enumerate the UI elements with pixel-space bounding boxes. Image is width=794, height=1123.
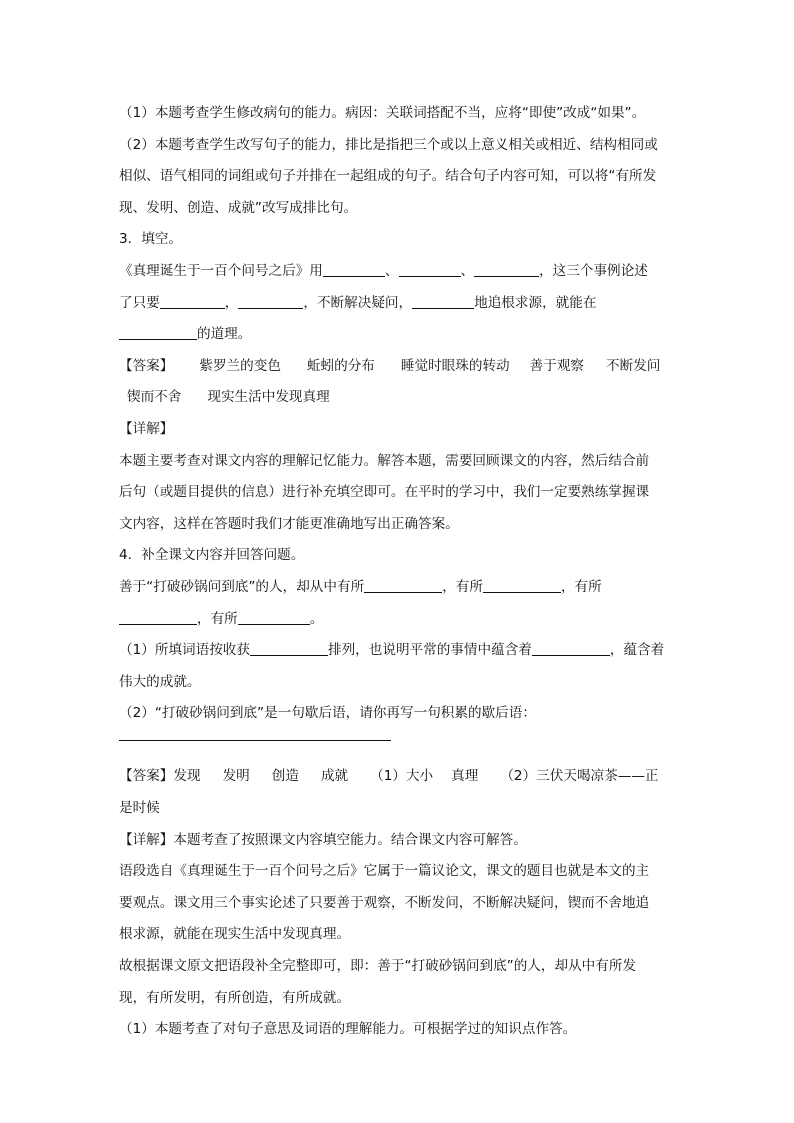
text: 本题主要考查对课文内容的理解记忆能力。解答本题，需要回顾课文的内容，然后结合前 [119,452,650,469]
text: 伟大的成就。 [119,673,201,690]
paragraph-line [119,667,679,699]
fill-blank-line [119,572,679,604]
text: 故根据课文原文把语段补全完整即可，即：善于“打破砂锅问到底”的人，却从中有所发 [119,958,637,975]
paragraph-line [119,1014,679,1046]
answer-blank[interactable] [323,262,385,277]
text: （1）本题考查学生修改病句的能力。病因：关联词搭配不当，应将“即使”改成“如果”。 [119,105,646,121]
answer-item: 发明 [222,768,250,785]
paragraph-line [119,477,679,509]
answer-item: 是时候 [119,800,160,817]
detail-label [119,414,679,446]
answer-blank[interactable] [119,326,197,341]
text: ，有所 [442,578,483,595]
question-title [119,224,679,256]
text: 相似、语气相同的词组或句子并排在一起组成的句子。结合句子内容可知，可以将“有所发 [119,168,657,185]
text: 排列，也说明平常的事情中蕴含着 [328,642,532,659]
paragraph-line [119,983,679,1015]
text: 现，有所发明，有所创造，有所成就。 [119,989,351,1006]
text: 根求源，就能在现实生活中发现真理。 [119,926,351,943]
fill-blank-line [119,319,679,351]
answer-item: 锲而不舍 [127,389,182,406]
paragraph-line [119,130,679,162]
document-page [119,98,679,1046]
text: （1）本题考查了对句子意思及词语的理解能力。可根据学过的知识点作答。 [119,1021,577,1038]
text: 《真理诞生于一百个问号之后》用 [119,262,323,279]
answer-item: 不断发问 [606,357,661,374]
text: 【详解】 [119,420,174,437]
answer-blank[interactable] [483,578,561,593]
paragraph-line [119,856,679,888]
answer-blank[interactable] [364,578,442,593]
answer-blank[interactable] [412,294,474,309]
paragraph-line [119,509,679,541]
answer-line [119,793,679,825]
text: 要观点。课文用三个事实论述了只要善于观察，不断发问，不断解决疑问，锲而不舍地追 [119,894,650,911]
spacer [119,730,679,762]
answer-item: 发现 [173,768,201,785]
answer-blank[interactable] [250,642,328,657]
answer-item: 蚯蚓的分布 [306,357,375,374]
answer-line [119,761,679,793]
text: （2）“打破砂锅问到底”是一句歇后语，请你再写一句积累的歇后语： [119,705,536,722]
answer-label: 【答案】 [119,357,174,374]
text: 本题考查了按照课文内容填空能力。结合课文内容可解答。 [173,831,527,848]
text: ，不断解决疑问， [303,294,413,311]
text: ，蕴含着 [609,642,665,659]
text: ，这三个事例论述 [539,262,648,279]
question-title [119,540,679,572]
detail-line [119,825,679,857]
answer-label: 【答案】 [119,768,174,785]
paragraph-line [119,919,679,951]
paragraph-line [119,193,679,225]
text: ， [224,294,239,311]
answer-write-line[interactable] [119,740,391,741]
paragraph-line [119,951,679,983]
answer-item: 真理 [451,768,479,785]
text: 现、发明、创造、成就”改写成排比句。 [119,199,358,216]
answer-blank[interactable] [238,294,303,309]
fill-blank-line [119,288,679,320]
answer-blank[interactable] [399,262,461,277]
detail-label: 【详解】 [119,831,174,848]
answer-item: 成就 [320,768,349,785]
paragraph-line [119,698,679,730]
text: ，有所 [560,578,602,595]
text: 、 [460,262,475,279]
answer-item: 创造 [271,768,299,785]
text: （1）所填词语按收获 [119,642,250,659]
fill-blank-line [119,604,679,636]
answer-item: 现实生活中发现真理 [207,389,330,406]
text: 后句（或题目提供的信息）进行补充填空即可。在平时的学习中，我们一定要熟练掌握课 [119,484,650,501]
answer-item: （2）三伏天喝凉茶——正 [500,768,659,785]
fill-blank-line [119,635,679,667]
answer-item: （1）大小 [370,768,434,785]
fill-blank-line [119,256,679,288]
paragraph-line [119,161,679,193]
text: 地追根求源，就能在 [474,294,597,311]
paragraph-line [119,446,679,478]
answer-line [119,351,679,383]
text: 的道理。 [197,326,252,343]
text: 了只要 [119,294,160,311]
answer-blank[interactable] [119,610,197,625]
answer-line [119,382,679,414]
text: 善于“打破砂锅问到底”的人，却从中有所 [119,578,365,595]
text: （2）本题考查学生改写句子的能力，排比是指把三个或以上意义相关或相近、结构相同或 [119,136,658,153]
text: 文内容，这样在答题时我们才能更准确地写出正确答案。 [119,515,459,532]
paragraph-line [119,98,679,130]
answer-blank[interactable] [160,294,225,309]
text: 4．补全课文内容并回答问题。 [119,547,305,564]
paragraph-line [119,888,679,920]
answer-item: 紫罗兰的变色 [199,357,281,374]
answer-item: 善于观察 [529,357,585,374]
text: 、 [384,262,399,279]
answer-blank[interactable] [474,262,539,277]
text: ，有所 [197,610,238,627]
text: 语段选自《真理诞生于一百个问号之后》它属于一篇议论文，课文的题目也就是本文的主 [119,863,650,880]
answer-blank[interactable] [532,642,610,657]
answer-item: 睡觉时眼珠的转动 [400,357,510,374]
text: 。 [309,610,324,627]
text: 3．填空。 [119,231,183,248]
answer-blank[interactable] [238,610,310,625]
